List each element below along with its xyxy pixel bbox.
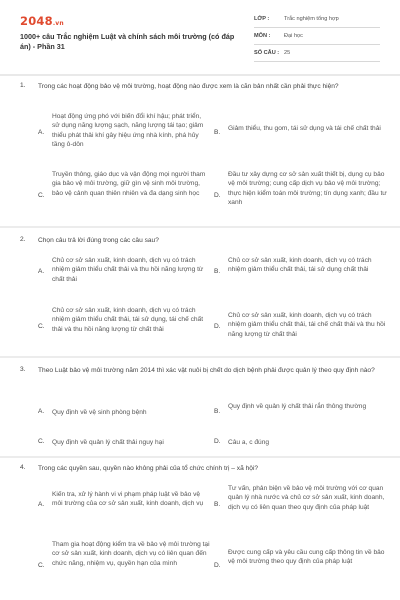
meta-row-socau [254,46,380,62]
option-letter: A. [38,408,45,415]
option-letter: A. [38,501,45,508]
option-text: Được cung cấp và yêu cầu cung cấp thông tin về bảo vệ môi trường theo quy định của pháp luật [228,549,385,566]
option-letter: B. [214,268,221,275]
option-text: Quy định về quản lý chất thải nguy hại [52,439,164,446]
question-separator [0,226,400,228]
option-letter: D. [214,192,221,199]
question-number: 2. [20,236,26,243]
meta-info [254,12,380,63]
option-letter: C. [38,562,45,569]
option-text: Tham gia hoạt động kiểm tra về bảo vệ môi trường tại cơ sở sản xuất, kinh doanh, dịch vụ có liên quan đến chức năng, nhiệm vụ, quyền hạn của mình [52,541,210,567]
question-separator [0,456,400,458]
option-text: Chủ cơ sở sản xuất, kinh doanh, dịch vụ có trách nhiệm giảm thiểu chất thải, tái chế chất thải và thu hồi năng lượng từ chất thải [228,312,386,338]
option-letter: C. [38,323,45,330]
header-divider [0,74,400,76]
option-text: Chủ cơ sở sản xuất, kinh doanh, dịch vụ có trách nhiệm giảm thiểu chất thải, tái sử dụng, tái chế chất thải và thu hồi năng lượng từ chất thải [52,307,204,333]
meta-row-mon [254,29,380,45]
document-title: 1000+ câu Trắc nghiệm Luật và chính sách môi trường (có đáp án) - Phần 31 [20,32,235,51]
page-header [0,0,400,72]
logo-suffix: .vn [52,20,64,27]
option-letter: B. [214,501,221,508]
question-text: Trong các quyền sau, quyền nào không phải của tổ chức chính trị – xã hội? [38,465,259,472]
option-letter: D. [214,438,221,445]
question-text: Chọn câu trả lời đúng trong các câu sau? [38,237,159,244]
question-separator [0,356,400,358]
option-letter: A. [38,129,45,136]
option-text: Quy định về vệ sinh phòng bệnh [52,409,147,416]
option-text: Quy định về quản lý chất thải rắn thông thường [228,403,367,410]
option-text: Câu a, c đúng [228,439,270,446]
option-letter: D. [214,562,221,569]
option-text: Tư vấn, phản biện về bảo vệ môi trường với cơ quan quản lý nhà nước và chủ cơ sở sản xuất, kinh doanh, dịch vụ có liên quan theo quy định của pháp luật [228,485,385,511]
option-text: Chủ cơ sở sản xuất, kinh doanh, dịch vụ có trách nhiệm giảm thiểu chất thải và thu hồi năng lượng từ chất thải [52,257,204,283]
question-number: 1. [20,82,26,89]
option-letter: C. [38,192,45,199]
logo-text: 2048 [20,14,53,28]
question-number: 3. [20,366,26,373]
option-text: Truyền thông, giáo dục và vận động mọi người tham gia bảo vệ môi trường, giữ gìn vệ sinh môi trường, bảo vệ cảnh quan thiên nhiên và đa dạng sinh học [52,171,206,197]
lop-label: LỚP : [254,16,270,22]
socau-value: 25 [284,50,291,56]
option-text: Giảm thiểu, thu gom, tái sử dụng và tái chế chất thải [228,125,381,132]
option-letter: B. [214,129,221,136]
socau-label: SỐ CÂU : [254,50,280,56]
mon-label: MÔN : [254,33,271,39]
option-letter: B. [214,408,221,415]
question-text: Theo Luật bảo vệ môi trường năm 2014 thì xác vật nuôi bị chết do dịch bệnh phải được quản lý theo quy định nào? [38,367,375,374]
option-letter: C. [38,438,45,445]
question-number: 4. [20,464,26,471]
mon-value: Đại học [284,33,303,39]
option-text: Kiến tra, xử lý hành vi vi phạm pháp luật về bảo vệ môi trường của cơ sở sản xuất, kinh doanh, dịch vụ [52,491,204,508]
question-text: Trong các hoạt động bảo vệ môi trường, hoạt động nào được xem là căn bản nhất cần phải thực hiện? [38,83,339,90]
option-text: Hoạt động ứng phó với biến đổi khí hậu; phát triển, sử dụng năng lượng sạch, năng lượng tái tạo; giảm thiểu phát thải khí gây hiệu ứng nhà kính, phá hủy tầng ô-dôn [52,113,204,149]
meta-row-lop [254,12,380,28]
option-letter: D. [214,323,221,330]
site-logo[interactable] [20,14,64,28]
option-letter: A. [38,268,45,275]
option-text: Chủ cơ sở sản xuất, kinh doanh, dịch vụ có trách nhiệm giảm thiểu chất thải, tái sử dụng chất thải [228,257,372,274]
option-text: Đầu tư xây dựng cơ sở sản xuất thiết bị, dụng cụ bảo vệ môi trường; cung cấp dịch vụ bảo vệ môi trường; thực hiện kiểm toán môi trường; tín dụng xanh; đầu tư xanh [228,171,387,207]
lop-value: Trắc nghiệm tổng hợp [284,16,339,22]
